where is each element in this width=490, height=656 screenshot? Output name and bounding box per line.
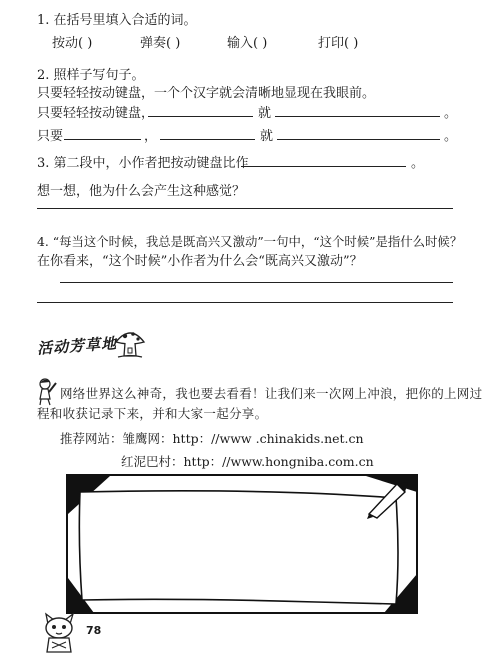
q1-item-print: 打印( ) xyxy=(318,36,359,51)
q2-line1-blank-a[interactable] xyxy=(148,116,253,117)
q3-think: 想一想，他为什么会产生这种感觉？ xyxy=(37,184,246,199)
page-number: 78 xyxy=(86,624,102,637)
q1-title: 1. 在括号里填入合适的词。 xyxy=(37,13,197,28)
q3-title: 3. 第二段中，小作者把按动键盘比作 xyxy=(37,156,249,171)
q4-line2: 在你看来，“这个时候”小作者为什么会“既高兴又激动”？ xyxy=(37,254,363,269)
q2-line2-blank-c[interactable] xyxy=(277,139,440,140)
q2-line2-mid: 就 xyxy=(260,129,274,144)
activity-text-1: 网络世界这么神奇，我也要去看看！让我们来一次网上冲浪，把你的上网过 xyxy=(60,386,483,401)
q2-line1-end: 。 xyxy=(444,106,458,121)
recommended-site-1: 推荐网站：雏鹰网：http：//www .chinakids.net.cn xyxy=(60,431,364,446)
pencil-boy-icon xyxy=(36,377,58,407)
q1-item-input: 输入( ) xyxy=(227,36,268,51)
q4-answer-line-2[interactable] xyxy=(37,302,453,303)
activity-heading: 活动芳草地 xyxy=(36,334,118,358)
q2-line1-start: 只要轻轻按动键盘， xyxy=(37,106,155,121)
q1-item-press: 按动( ) xyxy=(52,36,93,51)
activity-text-2: 程和收获记录下来，并和大家一起分享。 xyxy=(37,406,268,421)
q2-line2-comma: ， xyxy=(144,129,158,144)
cat-mascot-icon xyxy=(40,612,80,654)
q2-line2-end: 。 xyxy=(444,129,458,144)
pen-icon xyxy=(363,478,409,520)
q2-line2-blank-a[interactable] xyxy=(64,139,141,140)
q3-answer-line[interactable] xyxy=(37,208,453,209)
q1-item-play: 弹奏( ) xyxy=(140,36,181,51)
q3-blank[interactable] xyxy=(241,166,406,167)
q2-line2-blank-b[interactable] xyxy=(160,139,255,140)
mushroom-icon xyxy=(113,326,147,360)
q2-line2-start: 只要 xyxy=(37,129,64,144)
q3-end: 。 xyxy=(411,156,425,171)
q2-example: 只要轻轻按动键盘，一个个汉字就会清晰地显现在我眼前。 xyxy=(37,86,376,101)
q4-line1: 4. “每当这个时候，我总是既高兴又激动”一句中，“这个时候”是指什么时候？ xyxy=(37,234,463,249)
recommended-site-2: 红泥巴村：http：//www.hongniba.com.cn xyxy=(121,454,374,469)
q4-answer-line-1[interactable] xyxy=(60,282,453,283)
q2-line1-mid: 就 xyxy=(258,106,272,121)
q2-line1-blank-b[interactable] xyxy=(275,116,440,117)
q2-title: 2. 照样子写句子。 xyxy=(37,68,145,83)
